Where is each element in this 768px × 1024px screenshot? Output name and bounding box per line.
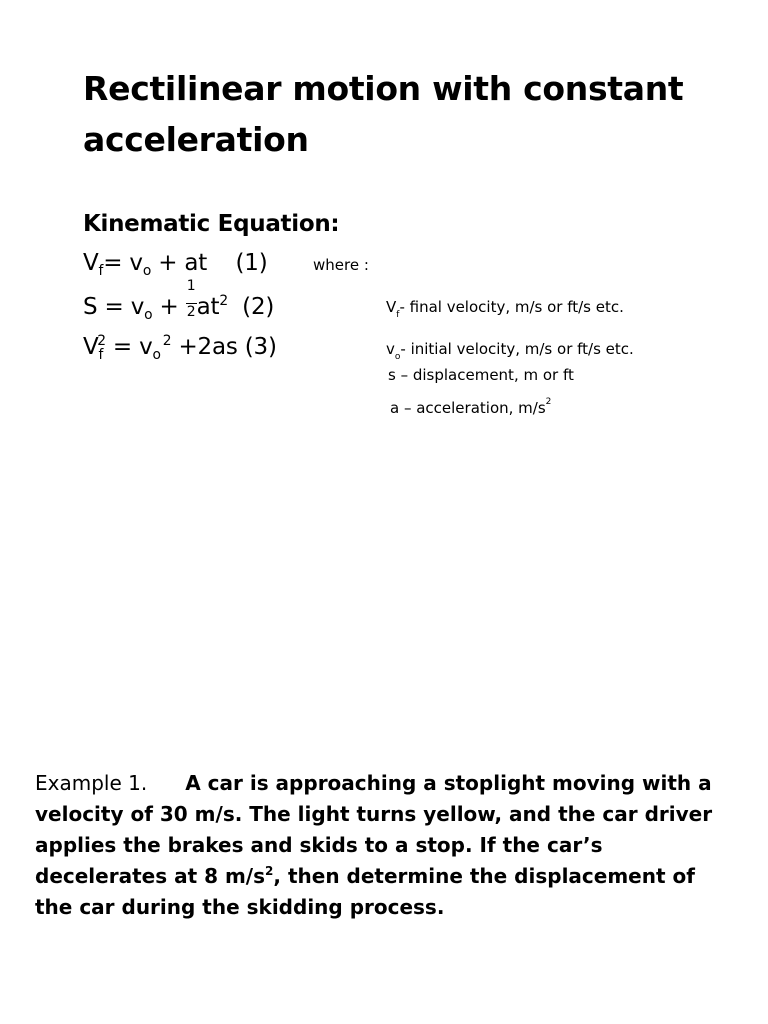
- example-paragraph: [35, 768, 735, 923]
- eq2-sub-o: o: [144, 307, 153, 323]
- eq3-o-exp: 2: [162, 333, 172, 349]
- where-label: where :: [313, 256, 369, 274]
- eq3-eq: = v: [105, 334, 153, 360]
- eq3-v: V: [83, 334, 99, 360]
- eq2-at: at: [196, 294, 220, 320]
- title-line-2: acceleration: [83, 120, 309, 159]
- definition-vo: [386, 340, 634, 362]
- example-body-2: , then determine the displacement of the car during the skidding process.: [35, 864, 695, 919]
- eq2-label: (2): [227, 294, 275, 320]
- equation-1: [83, 250, 268, 279]
- equation-3: [83, 333, 277, 363]
- page-title: [83, 63, 683, 165]
- def-vf-text: - final velocity, m/s or ft/s etc.: [399, 298, 624, 316]
- eq3-sub-o: o: [152, 347, 161, 363]
- def-vf-sub: f: [396, 310, 400, 320]
- fraction-denominator: 2: [186, 304, 196, 320]
- def-vo-symbol: v: [386, 340, 395, 358]
- eq2-plus: +: [152, 294, 186, 320]
- example-body-1: A car is approaching a stoplight moving with a velocity of 30 m/s. The light turns yellow, and the car driver applies the brakes and skids to a stop. If the car’s decelerates at 8 m/s: [35, 771, 713, 888]
- eq1-sub-f: f: [98, 263, 104, 279]
- definition-a: [390, 397, 551, 417]
- eq1-rest1: = v: [103, 250, 143, 276]
- eq2-s: S = v: [83, 294, 145, 320]
- def-vo-sub: o: [394, 352, 401, 362]
- equation-2: [83, 278, 275, 323]
- def-a-exp: 2: [545, 397, 552, 407]
- definition-vf: [386, 298, 624, 320]
- def-vf-symbol: V: [386, 298, 397, 316]
- kinematic-heading: Kinematic Equation:: [83, 211, 340, 237]
- eq3-f-exp: 2: [97, 333, 106, 349]
- title-line-1: Rectilinear motion with constant: [83, 69, 684, 108]
- eq2-exp: 2: [219, 293, 228, 309]
- eq3-rest: +2as (3): [171, 334, 277, 360]
- eq1-sub-o: o: [142, 263, 152, 279]
- def-a-text: a – acceleration, m/s: [390, 399, 546, 417]
- fraction-numerator: 1: [186, 278, 196, 294]
- definition-s: s – displacement, m or ft: [388, 366, 574, 384]
- example-lead: Example 1.: [35, 771, 148, 795]
- fraction-one-half: [186, 278, 197, 320]
- def-vo-text: - initial velocity, m/s or ft/s etc.: [400, 340, 634, 358]
- example-body-exp: 2: [265, 864, 274, 878]
- eq3-sub-f: f: [98, 347, 104, 363]
- eq1-v: V: [83, 250, 99, 276]
- eq1-rest2: + at (1): [151, 250, 268, 276]
